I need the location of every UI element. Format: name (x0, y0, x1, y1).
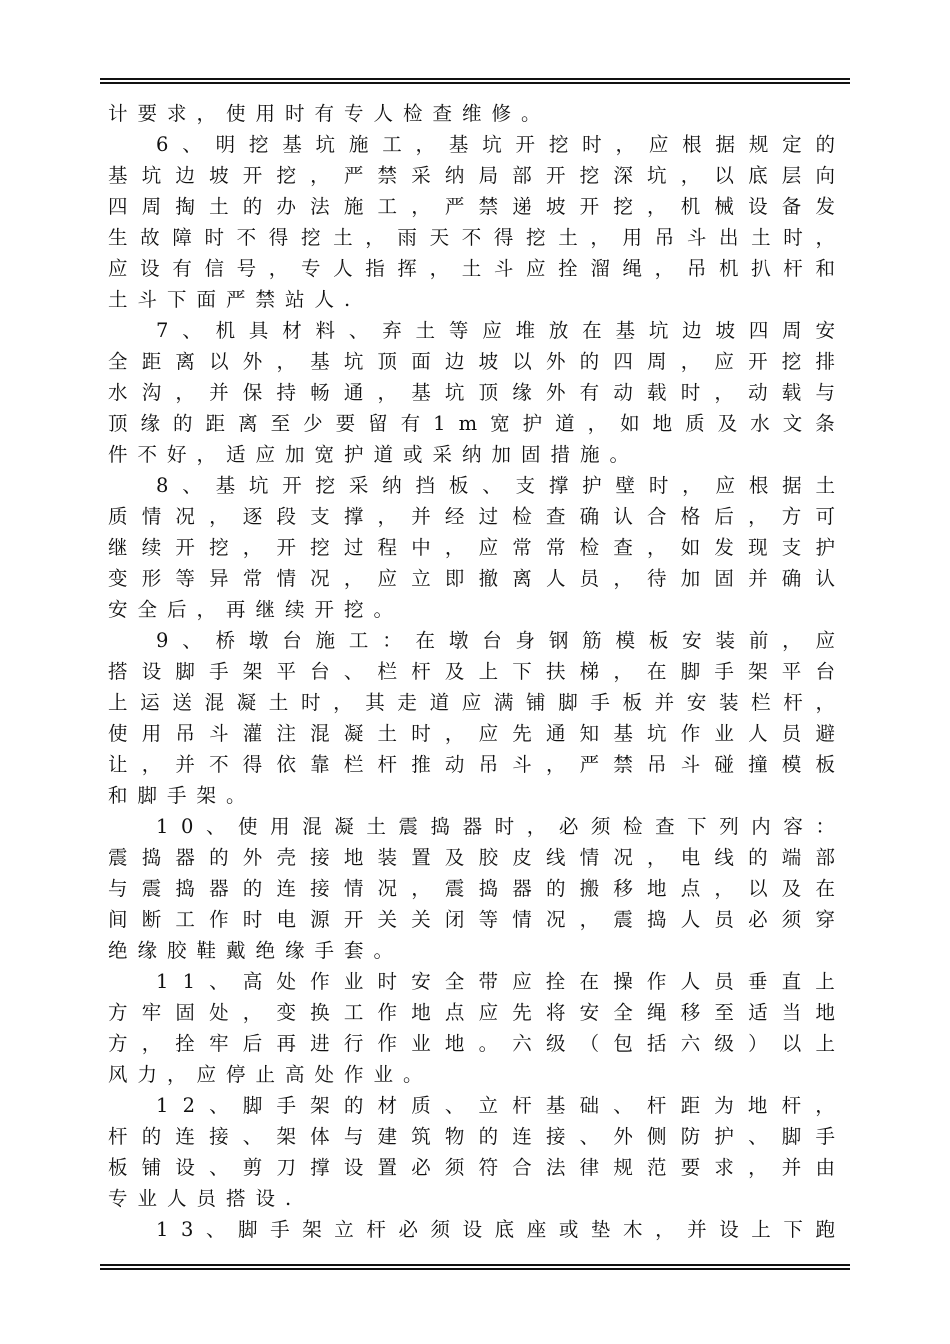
text-line: 上 运 送 混 凝 土 时 ， 其 走 道 应 满 铺 脚 手 板 并 安 装 栏 杆 ， (108, 691, 835, 714)
text-line: 水 沟 ， 并 保 持 畅 通 ， 基 坑 顶 缘 外 有 动 载 时 ， 动 载 与 (108, 381, 835, 404)
text-line: 变 形 等 异 常 情 况 ， 应 立 即 撤 离 人 员 ， 待 加 固 并 确 认 (108, 567, 835, 590)
text-line: 全 距 离 以 外 ， 基 坑 顶 面 边 坡 以 外 的 四 周 ， 应 开 挖 排 (108, 350, 835, 373)
text-line: 顶 缘 的 距 离 至 少 要 留 有 1 m 宽 护 道 ， 如 地 质 及 水 文 条 (108, 412, 835, 435)
text-line: 方 ， 拴 牢 后 再 进 行 作 业 地 。 六 级 （ 包 括 六 级 ） 以 上 (108, 1032, 835, 1055)
text-line: 基 坑 边 坡 开 挖 ， 严 禁 采 纳 局 部 开 挖 深 坑 ， 以 底 层 向 (108, 164, 835, 187)
text-line: 8 、 基 坑 开 挖 采 纳 挡 板 、 支 撑 护 壁 时 ， 应 根 据 土 (156, 474, 835, 497)
text-line: 专业人员搭设. (108, 1187, 302, 1210)
text-line: 7 、 机 具 材 料 、 弃 土 等 应 堆 放 在 基 坑 边 坡 四 周 安 (156, 319, 835, 342)
footer-rule (100, 1264, 850, 1270)
header-rule (100, 78, 850, 84)
document-body (108, 98, 835, 1245)
text-line: 应 设 有 信 号 ， 专 人 指 挥 ， 土 斗 应 拴 溜 绳 ， 吊 机 扒 杆 和 (108, 257, 835, 280)
text-line: 继 续 开 挖 ， 开 挖 过 程 中 ， 应 常 常 检 查 ， 如 发 现 支 护 (108, 536, 835, 559)
text-line: 土斗下面严禁站人. (108, 288, 361, 311)
text-line: 使 用 吊 斗 灌 注 混 凝 土 时 ， 应 先 通 知 基 坑 作 业 人 员 避 (108, 722, 835, 745)
text-line: 1 1 、 高 处 作 业 时 安 全 带 应 拴 在 操 作 人 员 垂 直 上 (156, 970, 835, 993)
text-line: 1 3 、 脚 手 架 立 杆 必 须 设 底 座 或 垫 木 ， 并 设 上 下 跑 (156, 1218, 835, 1241)
text-line: 风力，应停止高处作业。 (108, 1063, 433, 1086)
text-line: 1 2 、 脚 手 架 的 材 质 、 立 杆 基 础 、 杆 距 为 地 杆 ， (156, 1094, 835, 1117)
text-line: 9 、 桥 墩 台 施 工 ： 在 墩 台 身 钢 筋 模 板 安 装 前 ， 应 (156, 629, 835, 652)
text-line: 间 断 工 作 时 电 源 开 关 关 闭 等 情 况 ， 震 捣 人 员 必 须 穿 (108, 908, 835, 931)
text-line: 和脚手架。 (108, 784, 256, 807)
text-line: 四 周 掏 土 的 办 法 施 工 ， 严 禁 递 坡 开 挖 ， 机 械 设 备 发 (108, 195, 835, 218)
text-line: 质 情 况 ， 逐 段 支 撑 ， 并 经 过 检 查 确 认 合 格 后 ， 方 可 (108, 505, 835, 528)
text-line: 搭 设 脚 手 架 平 台 、 栏 杆 及 上 下 扶 梯 ， 在 脚 手 架 平 台 (108, 660, 835, 683)
text-line: 绝缘胶鞋戴绝缘手套。 (108, 939, 404, 962)
text-line: 件不好，适应加宽护道或采纳加固措施。 (108, 443, 640, 466)
text-line: 震 捣 器 的 外 壳 接 地 装 置 及 胶 皮 线 情 况 ， 电 线 的 端 部 (108, 846, 835, 869)
text-line: 安全后，再继续开挖。 (108, 598, 404, 621)
text-line: 让 ， 并 不 得 依 靠 栏 杆 推 动 吊 斗 ， 严 禁 吊 斗 碰 撞 模 板 (108, 753, 835, 776)
text-line: 板 铺 设 、 剪 刀 撑 设 置 必 须 符 合 法 律 规 范 要 求 ， 并 由 (108, 1156, 835, 1179)
text-line: 与 震 捣 器 的 连 接 情 况 ， 震 捣 器 的 搬 移 地 点 ， 以 及 在 (108, 877, 835, 900)
text-line: 方 牢 固 处 ， 变 换 工 作 地 点 应 先 将 安 全 绳 移 至 适 当 地 (108, 1001, 835, 1024)
text-line: 杆 的 连 接 、 架 体 与 建 筑 物 的 连 接 、 外 侧 防 护 、 脚 手 (108, 1125, 835, 1148)
text-line: 计要求，使用时有专人检查维修。 (108, 102, 551, 125)
text-line: 6 、 明 挖 基 坑 施 工 ， 基 坑 开 挖 时 ， 应 根 据 规 定 的 (156, 133, 835, 156)
text-line: 1 0 、 使 用 混 凝 土 震 捣 器 时 ， 必 须 检 查 下 列 内 容 ： (156, 815, 835, 838)
text-line: 生 故 障 时 不 得 挖 土 ， 雨 天 不 得 挖 土 ， 用 吊 斗 出 土 时 ， (108, 226, 835, 249)
